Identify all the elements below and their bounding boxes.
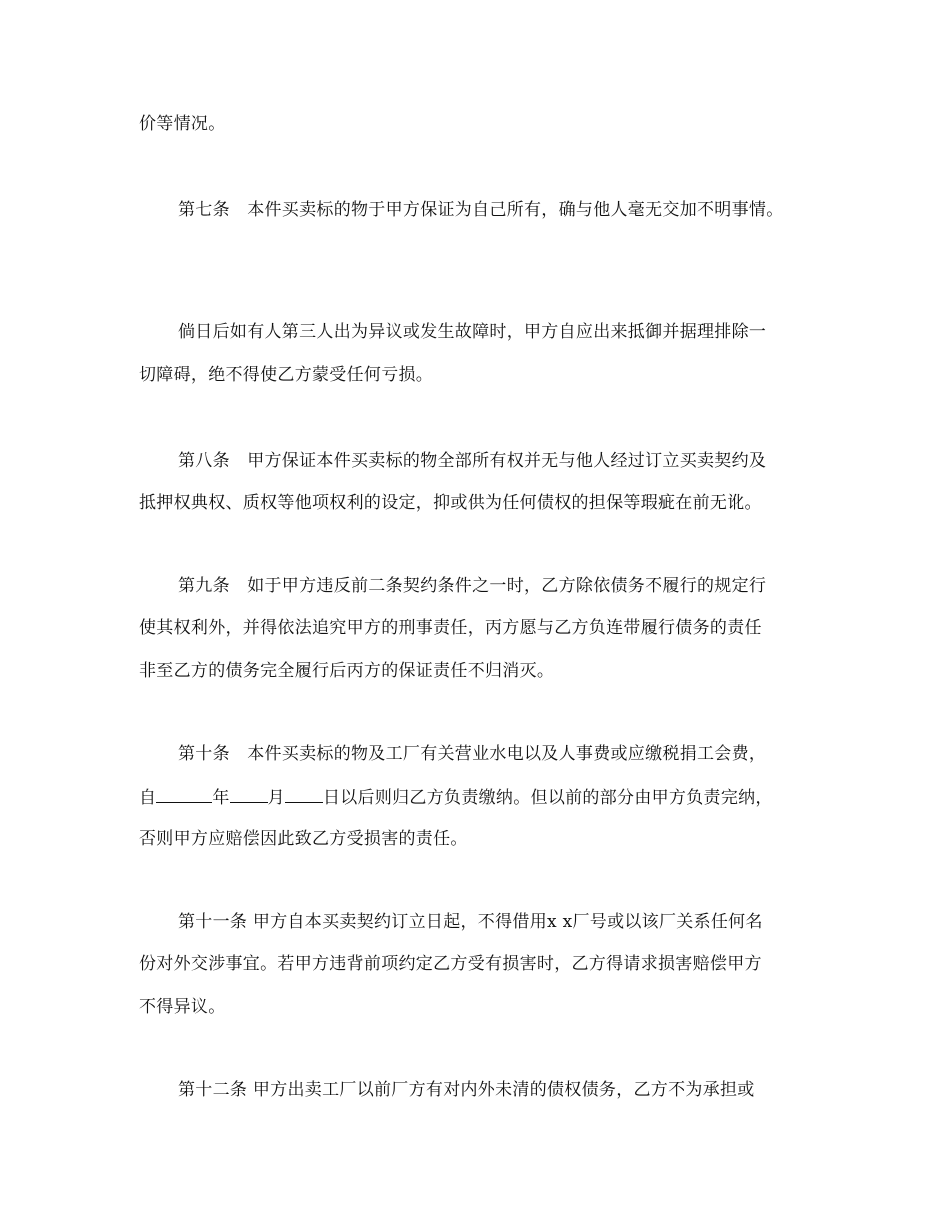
article-10-line: 第十条 本件买卖标的物及工厂有关营业水电以及人事费或应缴税捐工会费， [178,744,767,764]
article-11-line: 第十一条 甲方自本买卖契约订立日起，不得借用x x厂号或以该厂关系任何名 [178,912,763,932]
text-line: 使其权利外，并得依法追究甲方的刑事责任，丙方愿与乙方负连带履行债务的责任 [139,618,762,638]
article-9-line: 第九条 如于甲方违反前二条契约条件之一时，乙方除依债务不履行的规定行 [178,576,767,596]
article-8-line: 第八条 甲方保证本件买卖标的物全部所有权并无与他人经过订立买卖契约及 [178,451,767,471]
text-line: 非至乙方的债务完全履行后丙方的保证责任不归消灭。 [139,661,555,681]
article-7-line: 第七条 本件买卖标的物于甲方保证为自己所有，确与他人毫无交加不明事情。 [178,200,784,220]
text-line: 价等情况。 [139,114,226,134]
text-fragment: 年 [212,788,230,808]
text-line: 切障碍，绝不得使乙方蒙受任何亏损。 [139,365,434,385]
text-fragment: 月 [267,788,285,808]
text-fragment: 日以后则归乙方负责缴纳。但以前的部分由甲方负责完纳， [322,788,773,808]
text-line: 不得异议。 [139,997,226,1017]
text-line: 倘日后如有人第三人出为异议或发生故障时，甲方自应出来抵御并据理排除一 [178,322,767,342]
text-line: 份对外交涉事宜。若甲方违背前项约定乙方受有损害时，乙方得请求损害赔偿甲方 [139,954,762,974]
article-12-line: 第十二条 甲方出卖工厂以前厂方有对内外未清的债权债务，乙方不为承担或 [178,1080,755,1100]
text-line: 抵押权典权、质权等他项权利的设定，抑或供为任何债权的担保等瑕疵在前无讹。 [139,493,762,513]
year-blank [156,786,212,803]
month-blank [230,786,268,803]
text-line-with-blanks [139,786,773,809]
text-line: 否则甲方应赔偿因此致乙方受损害的责任。 [139,829,468,849]
day-blank [285,786,323,803]
text-fragment: 自 [139,788,157,808]
